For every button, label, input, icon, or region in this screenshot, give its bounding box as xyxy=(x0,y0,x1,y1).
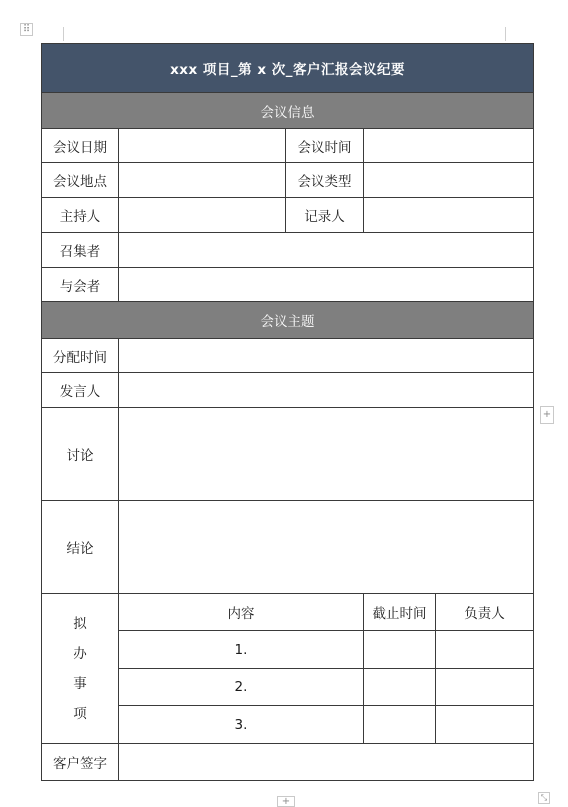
label-allocated-time: 分配时间 xyxy=(42,339,119,373)
label-convener: 召集者 xyxy=(42,233,119,268)
field-host[interactable] xyxy=(119,198,286,233)
label-action-items-char: 拟 xyxy=(73,615,87,632)
field-meeting-date[interactable] xyxy=(119,129,286,163)
label-meeting-date: 会议日期 xyxy=(42,129,119,163)
label-action-items-char: 事 xyxy=(73,675,87,692)
label-recorder: 记录人 xyxy=(286,198,364,233)
field-customer-signature[interactable] xyxy=(119,744,534,781)
table-resize-icon[interactable]: ⤡ xyxy=(538,792,550,804)
action-item-content[interactable]: 1. xyxy=(119,631,364,669)
field-recorder[interactable] xyxy=(364,198,534,233)
action-item-deadline[interactable] xyxy=(364,669,436,706)
field-speaker[interactable] xyxy=(119,373,534,408)
action-item-deadline[interactable] xyxy=(364,631,436,669)
section-header-meeting-info: 会议信息 xyxy=(42,93,534,129)
field-attendees[interactable] xyxy=(119,268,534,302)
action-item-owner[interactable] xyxy=(436,631,534,669)
action-header-content: 内容 xyxy=(119,594,364,631)
action-item-deadline[interactable] xyxy=(364,706,436,744)
field-meeting-time[interactable] xyxy=(364,129,534,163)
label-meeting-location: 会议地点 xyxy=(42,163,119,198)
label-action-items xyxy=(42,594,119,744)
label-meeting-time: 会议时间 xyxy=(286,129,364,163)
action-item-content[interactable]: 3. xyxy=(119,706,364,744)
action-header-deadline: 截止时间 xyxy=(364,594,436,631)
section-header-meeting-topic: 会议主题 xyxy=(42,302,534,339)
field-discussion[interactable] xyxy=(119,408,534,501)
add-column-plus-icon[interactable]: + xyxy=(540,406,554,424)
margin-mark-left xyxy=(63,27,64,41)
action-item-owner[interactable] xyxy=(436,706,534,744)
label-speaker: 发言人 xyxy=(42,373,119,408)
label-host: 主持人 xyxy=(42,198,119,233)
label-conclusion: 结论 xyxy=(42,501,119,594)
action-item-owner[interactable] xyxy=(436,669,534,706)
action-item-content[interactable]: 2. xyxy=(119,669,364,706)
field-allocated-time[interactable] xyxy=(119,339,534,373)
add-row-plus-icon[interactable]: + xyxy=(277,796,295,807)
field-conclusion[interactable] xyxy=(119,501,534,594)
label-discussion: 讨论 xyxy=(42,408,119,501)
label-attendees: 与会者 xyxy=(42,268,119,302)
table-move-handle-icon[interactable]: ⠿ xyxy=(20,23,33,36)
label-meeting-type: 会议类型 xyxy=(286,163,364,198)
field-meeting-type[interactable] xyxy=(364,163,534,198)
label-customer-signature: 客户签字 xyxy=(42,744,119,781)
action-header-owner: 负责人 xyxy=(436,594,534,631)
label-action-items-char: 办 xyxy=(73,645,87,662)
margin-mark-right xyxy=(505,27,506,41)
label-action-items-char: 项 xyxy=(73,705,87,722)
field-meeting-location[interactable] xyxy=(119,163,286,198)
document-title: xxx 项目_第 x 次_客户汇报会议纪要 xyxy=(42,44,534,93)
meeting-minutes-table xyxy=(41,43,534,781)
field-convener[interactable] xyxy=(119,233,534,268)
